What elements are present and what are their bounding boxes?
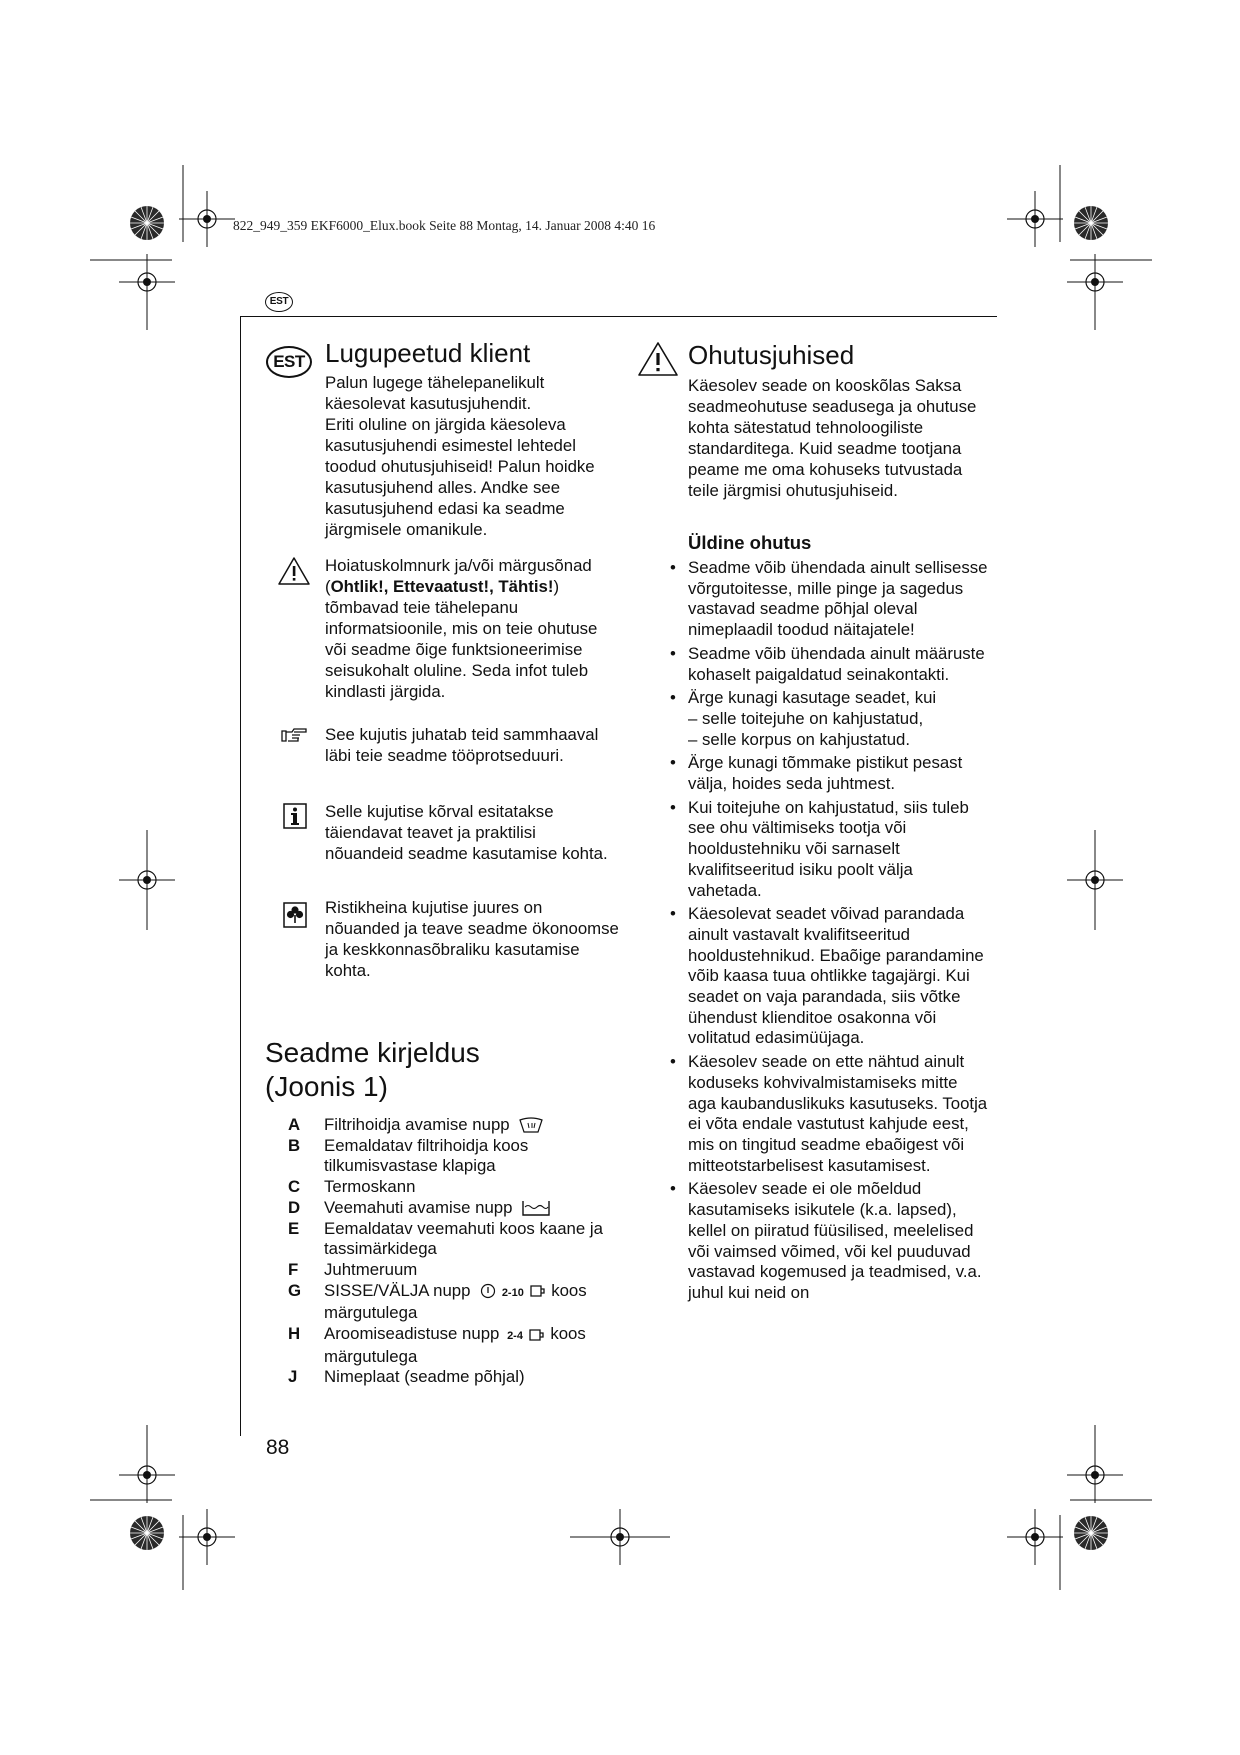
water-tank-icon [521, 1199, 551, 1217]
part-item: A Filtrihoidja avamise nupp [288, 1115, 628, 1136]
language-badge-large: EST [266, 346, 312, 378]
part-item: F Juhtmeruum [288, 1259, 418, 1279]
clover-symbol-text: Ristikheina kujutise juures on nõuanded ja teave seadme ökonoomse ja keskkonnasõbraliku kasutamise kohta. [325, 898, 619, 980]
info-icon [283, 803, 307, 829]
safety-intro: Käesolev seade on kooskõlas Saksa seadmeohutuse seadusega ja ohutuse kohta sätestatud tehnoloogiliste standarditega. Kuid seadme tootjana peame me oma kohuseks tutvustada teile järgmisi ohutusjuhiseid. [688, 376, 977, 500]
sub-list-item: – selle toitejuhe on kahjustatud, [688, 708, 924, 728]
part-item: C Termoskann [288, 1177, 416, 1197]
print-header: 822_949_359 EKF6000_Elux.book Seite 88 Montag, 14. Januar 2008 4:40 16 [233, 218, 656, 233]
part-item: J Nimeplaat (seadme põhjal) [288, 1367, 525, 1387]
welcome-paragraph-2: Eriti oluline on järgida käesoleva kasutusjuhendi esimestel lehtedel toodud ohutusjuhiseid! Palun hoidke kasutusjuhend alles. Andke see kasutusjuhend edasi ka seadme järgmisele omanikule. [325, 415, 595, 539]
power-icon [479, 1282, 497, 1300]
list-item: • Käesolev seade on ette nähtud ainult koduseks kohvivalmistamiseks mitte aga kaubanduslikuks kasutuseks. Tootja ei võta endale vastutust kahjude eest, mis on tingitud seadme ebaõigest või mitteotstarbelisest kasutamisest. [670, 1052, 988, 1175]
sub-list [688, 709, 988, 750]
welcome-paragraph-1: Palun lugege tähelepanelikult käesolevat kasutusjuhendit. [325, 373, 545, 413]
list-item: • Käesolevat seadet võivad parandada ainult vastavalt kvalifitseeritud hooldustehnikud. Ebaõige parandamine võib kaasa tuua ohtlikke tagajärgi. Kui seadet on vaja parandada, siis võtke ühendust klienditoe osakonna või volitatud edasimüüjaga. [670, 904, 984, 1048]
part-item: E Eemaldatav veemahuti koos kaane ja tassimärkidega [288, 1218, 603, 1259]
sub-list-item: – selle korpus on kahjustatud. [688, 729, 911, 749]
list-item: • Kui toitejuhe on kahjustatud, siis tuleb see ohu vältimiseks tootja või hooldustehniku või sarnaselt kvalifitseeritud isiku poolt välja vahetada. [670, 797, 969, 900]
cup-icon [529, 1283, 547, 1299]
safety-title: Ohutusjuhised [688, 340, 855, 370]
warning-triangle-icon [277, 556, 311, 586]
cup-range-label: 2-4 [507, 1330, 523, 1343]
general-safety-subtitle: Üldine ohutus [688, 532, 812, 553]
pointing-hand-icon [280, 726, 308, 744]
part-item: G SISSE/VÄLJA nupp 2-10 koos märgutulega [288, 1280, 587, 1323]
cup-range-label: 2-10 [501, 1286, 524, 1299]
safety-bullets [670, 558, 988, 1307]
warning-triangle-icon [637, 341, 679, 377]
list-item: • Ärge kunagi tõmmake pistikut pesast välja, hoides seda juhtmest. [670, 753, 963, 794]
cup-icon [528, 1327, 546, 1343]
part-item: H Aroomiseadistuse nupp 2-4 koos märgutulega [288, 1324, 586, 1366]
warning-keywords: Ohtlik!, Ettevaatust!, Tähtis! [330, 577, 554, 596]
filter-holder-icon [518, 1117, 544, 1135]
welcome-title: Lugupeetud klient [325, 338, 531, 368]
language-badge: EST [265, 292, 293, 312]
margin-rule [240, 316, 241, 1436]
header-rule [240, 316, 997, 317]
part-item: D Veemahuti avamise nupp [288, 1198, 628, 1219]
warning-symbol-text: Hoiatuskolmnurk ja/või märgusõnad (Ohtlik!, Ettevaatust!, Tähtis!) tõmbavad teie tähelepanu informatsioonile, mis on teie ohutuse või seadme õige funktsioneerimise seisukohalt oluline. Seda infot tuleb kindlasti järgida. [325, 556, 598, 701]
info-symbol-text: Selle kujutise kõrval esitatakse täiendavat teavet ja praktilisi nõuandeid seadme kasutamise kohta. [325, 802, 608, 863]
part-item: B Eemaldatav filtrihoidja koos tilkumisvastase klapiga [288, 1135, 529, 1176]
list-item: • Käesolev seade ei ole mõeldud kasutamiseks isikutele (k.a. lapsed), kellel on piiratud füüsilised, meelelised või vaimsed võimed, või kel puuduvad vastavad kogemused ja teadmised, v.a. juhul kui neid on [670, 1179, 982, 1302]
list-item: • Seadme võib ühendada ainult määruste kohaselt paigaldatud seinakontakti. [670, 643, 985, 684]
clover-icon [283, 902, 307, 928]
page-number: 88 [266, 1436, 290, 1459]
list-item: • Seadme võib ühendada ainult sellisesse võrgutoitesse, mille pinge ja sagedus vastavad seadme põhjal oleval nimeplaadil toodud näitajatele! [670, 558, 988, 640]
list-item: • Ärge kunagi kasutage seadet, kui – selle toitejuhe on kahjustatud, – selle korpus on kahjustatud. [688, 688, 988, 750]
hand-symbol-text: See kujutis juhatab teid sammhaaval läbi teie seadme tööprotseduuri. [325, 725, 599, 765]
parts-list [288, 1115, 628, 1388]
description-title: Seadme kirjeldus (Joonis 1) [265, 1037, 480, 1102]
